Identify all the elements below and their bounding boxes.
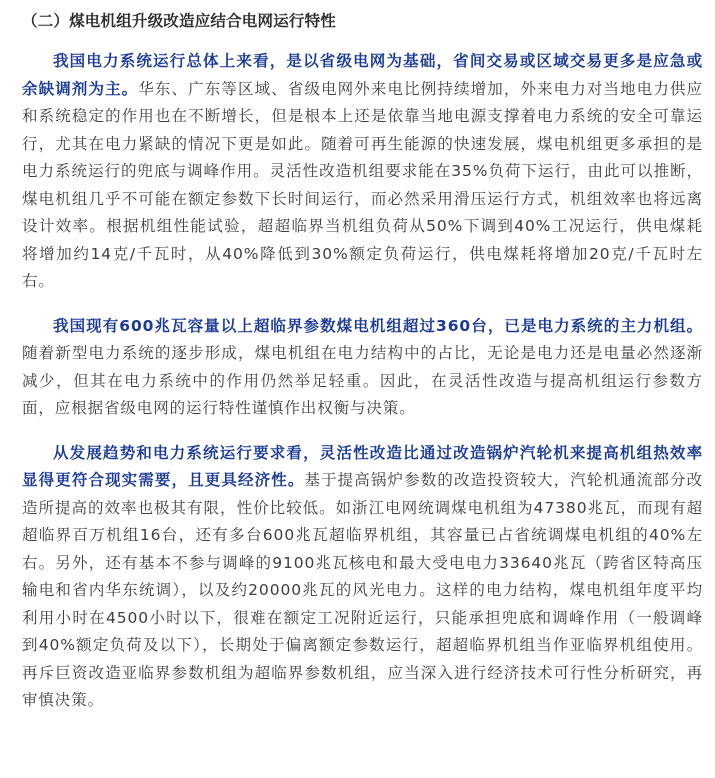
paragraph-3-body: 基于提高锅炉参数的改造投资较大，汽轮机通流部分改造所提高的效率也极其有限，性价比较低。如浙江电网统调煤电机组为47380兆瓦，而现有超超临界百万机组16台，还有多台600兆瓦超临界机组，其容量已占省统调煤电机组的40%左右。另外，还有基本不参与调峰的9100兆瓦核电和最大受电电力33640兆瓦（跨省区特高压输电和省内华东统调），以及约20000兆瓦的风光电力。这样的电力结构，煤电机组年度平均利用小时在4500小时以下，很难在额定工况附近运行，只能承担兜底和调峰作用（一般调峰到40%额定负荷及以下），长期处于偏离额定参数运行，超超临界机组当作亚临界机组使用。再斥巨资改造亚临界参数机组为超临界参数机组，应当深入进行经济技术可行性分析研究，再审慎决策。 bbox=[22, 471, 703, 709]
paragraph-1-lead: 我国电力系统运行总体上来看，是以省级电网为基础，省间交易或区域交易更多是应急或余缺调剂为主。 bbox=[22, 52, 703, 98]
paragraph-2-lead: 我国现有600兆瓦容量以上超临界参数煤电机组超过360台，已是电力系统的主力机组。 bbox=[53, 316, 703, 335]
paragraph-1 bbox=[22, 48, 703, 296]
paragraph-1-body: 华东、广东等区域、省级电网外来电比例持续增加，外来电力对当地电力供应和系统稳定的作用也在不断增长，但是根本上还是依靠当地电源支撑着电力系统的安全可靠运行，尤其在电力紧缺的情况下更是如此。随着可再生能源的快速发展，煤电机组更多承担的是电力系统运行的兜底与调峰作用。灵活性改造机组要求能在35%负荷下运行，由此可以推断，煤电机组几乎不可能在额定参数下长时间运行，而必然采用滑压运行方式，机组效率也将远离设计效率。根据机组性能试验，超超临界当机组负荷从50%下调到40%工况运行，供电煤耗将增加约14克/千瓦时，从40%降低到30%额定负荷运行，供电煤耗将增加20克/千瓦时左右。 bbox=[22, 79, 703, 290]
section-heading: （二）煤电机组升级改造应结合电网运行特性 bbox=[22, 12, 337, 30]
paragraph-3 bbox=[22, 440, 703, 715]
paragraph-2 bbox=[22, 313, 703, 423]
paragraph-3-lead: 从发展趋势和电力系统运行要求看，灵活性改造比通过改造锅炉汽轮机来提高机组热效率显得更符合现实需要，且更具经济性。 bbox=[22, 443, 703, 489]
paragraph-2-body: 随着新型电力系统的逐步形成，煤电机组在电力结构中的占比，无论是电力还是电量必然逐渐减少，但其在电力系统中的作用仍然举足轻重。因此，在灵活性改造与提高机组运行参数方面，应根据省级电网的运行特性谨慎作出权衡与决策。 bbox=[22, 344, 703, 417]
